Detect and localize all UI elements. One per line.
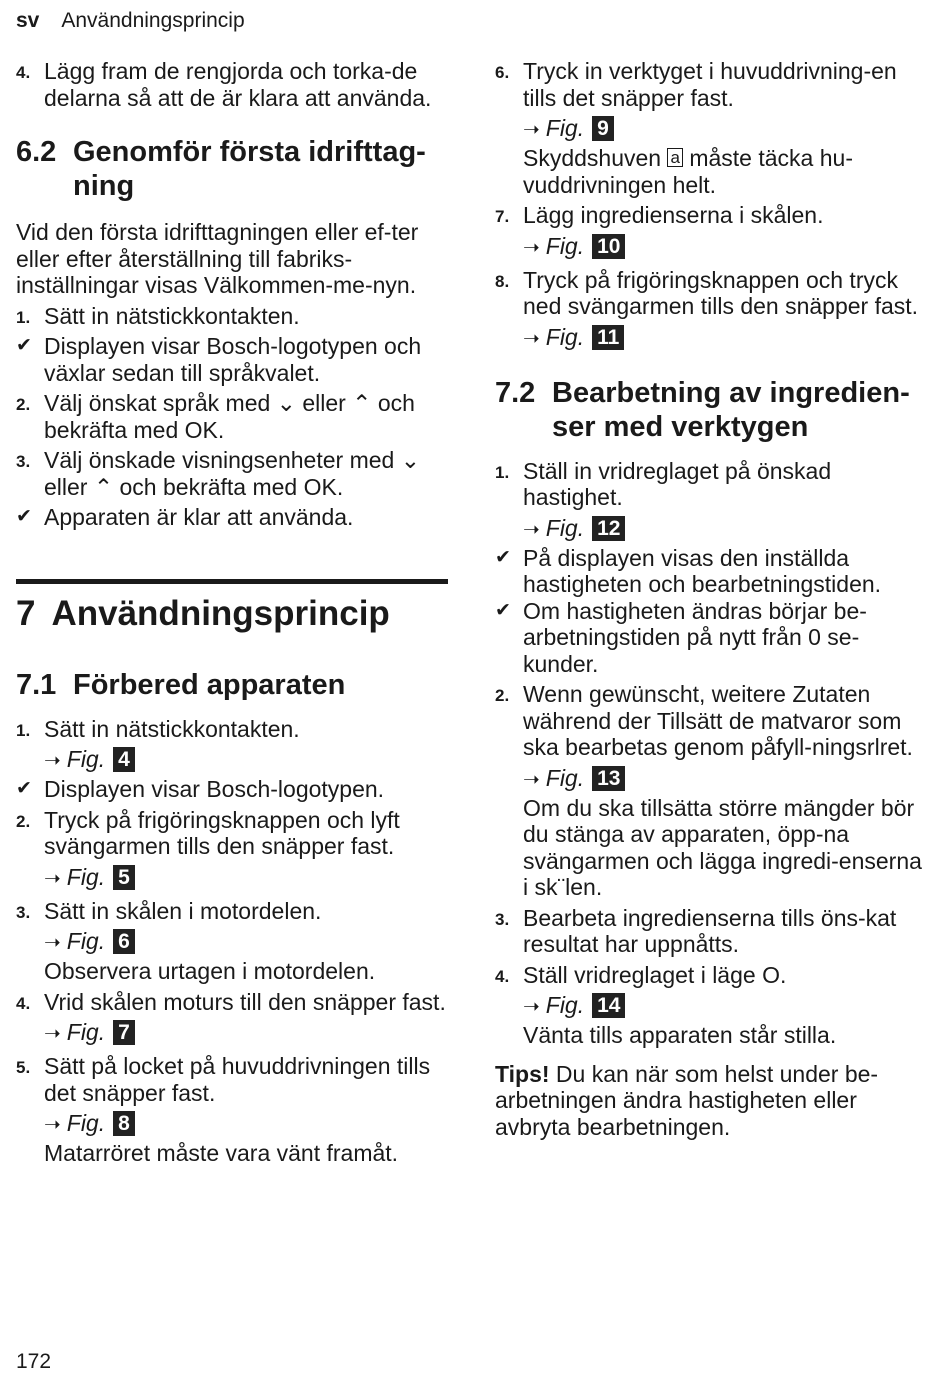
figure-ref — [16, 744, 448, 776]
heading-text: Bearbetning av ingredien-ser med verktygen — [552, 376, 910, 443]
fig-label: Fig. — [545, 992, 585, 1018]
process-result-2 — [495, 598, 927, 678]
result-text: Displayen visar Bosch-logotypen. — [44, 776, 385, 802]
step-text: Bearbeta ingredienserna tills öns-kat resultat har uppnåtts. — [523, 904, 897, 957]
section-6-2-heading — [16, 135, 448, 203]
step-text: Tryck på frigöringsknappen och tryck ned svängarmen tills den snäpper fast. — [523, 266, 919, 319]
heading-number: 7.1 — [16, 668, 57, 701]
step-number: 3. — [16, 452, 31, 471]
step-text: Wenn gewünscht, weitere Zutaten während der Tillsätt de matvaror som ska bearbetas genom påfyll-ningsrlret. — [523, 681, 913, 760]
process-step-4 — [495, 962, 927, 989]
language-code: sv — [16, 9, 40, 32]
step-note: Matarröret måste vara vänt framåt. — [44, 1140, 399, 1166]
step-note: Observera urtagen i motordelen. — [44, 958, 376, 984]
arrow-icon: ➝ — [523, 768, 540, 791]
heading-text: Genomför första idrifttag-ning — [73, 136, 426, 202]
fig-label: Fig. — [66, 1019, 106, 1045]
fig-label: Fig. — [545, 764, 585, 791]
prep-step-5 — [16, 1053, 448, 1106]
heading-number: 7 — [16, 593, 36, 633]
step-number: 2. — [495, 686, 510, 705]
result-text: På displayen visas den inställda hastigheten och bearbetningstiden. — [523, 544, 882, 597]
step-text: Vrid skålen moturs till den snäpper fast. — [44, 988, 446, 1015]
step-text: Sätt in nätstickkontakten. — [44, 715, 300, 742]
arrow-icon: ➝ — [44, 867, 61, 890]
figure-number: 11 — [592, 325, 624, 350]
fig-label: Fig. — [545, 115, 585, 141]
figure-number: 4 — [113, 747, 135, 772]
figure-number: 10 — [592, 234, 625, 259]
step-note: Vänta tills apparaten står stilla. — [523, 1022, 837, 1048]
step-2 — [16, 390, 448, 443]
figure-number: 12 — [592, 516, 625, 541]
arrow-icon: ➝ — [523, 996, 540, 1018]
figure-number: 8 — [113, 1111, 135, 1136]
prep-result-1 — [16, 776, 448, 803]
arrow-icon: ➝ — [44, 1114, 61, 1136]
figure-ref — [16, 926, 448, 958]
check-icon: ✔ — [495, 546, 511, 568]
heading-text: Användningsprincip — [51, 593, 390, 633]
step-text: Sätt in nätstickkontakten. — [44, 302, 300, 329]
page-header — [16, 9, 245, 33]
step-text: Sätt in skålen i motordelen. — [44, 897, 322, 924]
figure-ref — [495, 513, 927, 545]
arrow-icon: ➝ — [44, 750, 61, 772]
step-3 — [16, 447, 448, 500]
process-result-1 — [495, 545, 927, 598]
step-1 — [16, 303, 448, 330]
fig-label: Fig. — [545, 232, 585, 259]
figure-ref — [495, 231, 927, 263]
step-text: Välj önskade visningsenheter med ⌄ eller ⌃ och bekräfta med OK. — [44, 447, 420, 500]
step-number: 1. — [16, 307, 31, 327]
step-text: Lägg fram de rengjorda och torka-de delarna så att de är klara att använda. — [44, 58, 432, 111]
figure-number: 5 — [113, 865, 135, 890]
prep-step-4 — [16, 989, 448, 1016]
process-step-3 — [495, 905, 927, 958]
chapter-7-heading — [16, 579, 448, 634]
heading-text: Förbered apparaten — [73, 668, 346, 701]
step-note: Om du ska tillsätta större mängder bör du stänga av apparaten, öpp-na svängarmen och lägga ingredi-enserna i sk¨len. — [523, 794, 922, 900]
right-column — [495, 58, 927, 1140]
result-1 — [16, 333, 448, 386]
heading-number: 6.2 — [16, 136, 57, 168]
prep-step-3 — [16, 898, 448, 925]
figure-ref — [495, 113, 927, 145]
heading-number: 7.2 — [495, 376, 536, 409]
note-text: Skyddshuven — [523, 145, 662, 171]
figure-number: 14 — [592, 993, 625, 1018]
fig-label: Fig. — [66, 863, 106, 890]
fig-label: Fig. — [66, 1110, 106, 1136]
step-text: Tryck på frigöringsknappen och lyft svängarmen tills den snäpper fast. — [44, 806, 400, 859]
step-number: 7. — [495, 207, 510, 226]
step-number: 2. — [16, 395, 31, 414]
check-icon: ✔ — [16, 506, 32, 527]
figure-ref — [495, 763, 927, 795]
process-step-2 — [495, 681, 927, 761]
figure-ref — [495, 322, 927, 354]
step-number: 3. — [495, 909, 510, 929]
part-label-box: a — [667, 148, 682, 167]
process-step-1 — [495, 458, 927, 511]
page-number: 172 — [16, 1350, 52, 1373]
check-icon: ✔ — [16, 778, 32, 799]
prep-step-6 — [495, 58, 927, 111]
note-text: måste täcka hu-vuddrivningen helt. — [523, 145, 853, 198]
step-text: Välj önskat språk med ⌄ eller ⌃ och bekräfta med OK. — [44, 390, 415, 443]
result-2 — [16, 504, 448, 531]
arrow-icon: ➝ — [44, 1023, 61, 1045]
step-number: 4. — [16, 63, 31, 82]
section-7-2-heading — [495, 376, 927, 444]
figure-number: 6 — [113, 929, 135, 954]
figure-ref — [16, 1017, 448, 1049]
prep-step-2 — [16, 807, 448, 860]
header-title: Användningsprincip — [61, 9, 245, 32]
result-text: Om hastigheten ändras börjar be-arbetningstiden på nytt från 0 se-kunder. — [523, 597, 867, 677]
step-text: Lägg ingredienserna i skålen. — [523, 202, 824, 228]
fig-label: Fig. — [66, 928, 106, 954]
fig-label: Fig. — [545, 514, 585, 541]
step-note — [495, 145, 927, 198]
prep-step-8 — [495, 267, 927, 320]
arrow-icon: ➝ — [523, 518, 540, 541]
step-number: 8. — [495, 271, 510, 291]
prep-step-7 — [495, 202, 927, 229]
arrow-icon: ➝ — [44, 932, 61, 954]
check-icon: ✔ — [16, 335, 32, 356]
figure-ref — [16, 862, 448, 894]
figure-number: 9 — [592, 116, 614, 141]
figure-ref — [495, 990, 927, 1022]
step-number: 6. — [495, 63, 510, 82]
step-4 — [16, 58, 448, 111]
result-text: Displayen visar Bosch-logotypen och växlar sedan till språkvalet. — [44, 333, 422, 386]
intro-paragraph: Vid den första idrifttagningen eller ef-ter eller efter återställning till fabriks-inställningar visas Välkommen-me-nyn. — [16, 219, 419, 298]
step-text: Tryck in verktyget i huvuddrivning-en tills det snäpper fast. — [523, 58, 897, 111]
figure-number: 7 — [113, 1020, 135, 1045]
step-text: Ställ in vridreglaget på önskad hastighet. — [523, 457, 832, 510]
tips-label: Tips! — [495, 1060, 550, 1087]
arrow-icon: ➝ — [523, 236, 540, 259]
tips-paragraph — [495, 1061, 927, 1141]
section-7-1-heading — [16, 668, 448, 702]
step-number: 2. — [16, 811, 31, 831]
step-text: Ställ vridreglaget i läge O. — [523, 961, 787, 988]
prep-step-1 — [16, 716, 448, 743]
step-number: 4. — [16, 993, 31, 1013]
result-text: Apparaten är klar att använda. — [44, 504, 354, 530]
left-column — [16, 58, 448, 1167]
step-number: 4. — [495, 966, 510, 986]
arrow-icon: ➝ — [523, 119, 540, 141]
step-number: 1. — [495, 462, 510, 482]
arrow-icon: ➝ — [523, 327, 540, 350]
step-number: 1. — [16, 720, 31, 740]
fig-label: Fig. — [545, 323, 585, 350]
step-text: Sätt på locket på huvuddrivningen tills det snäpper fast. — [44, 1053, 431, 1106]
figure-ref — [16, 1108, 448, 1140]
tips-text: Du kan när som helst under be-arbetningen ändra hastigheten eller avbryta bearbetningen. — [495, 1060, 879, 1140]
fig-label: Fig. — [66, 746, 106, 772]
step-number: 3. — [16, 902, 31, 922]
step-number: 5. — [16, 1058, 31, 1077]
check-icon: ✔ — [495, 599, 511, 621]
figure-number: 13 — [592, 766, 625, 791]
